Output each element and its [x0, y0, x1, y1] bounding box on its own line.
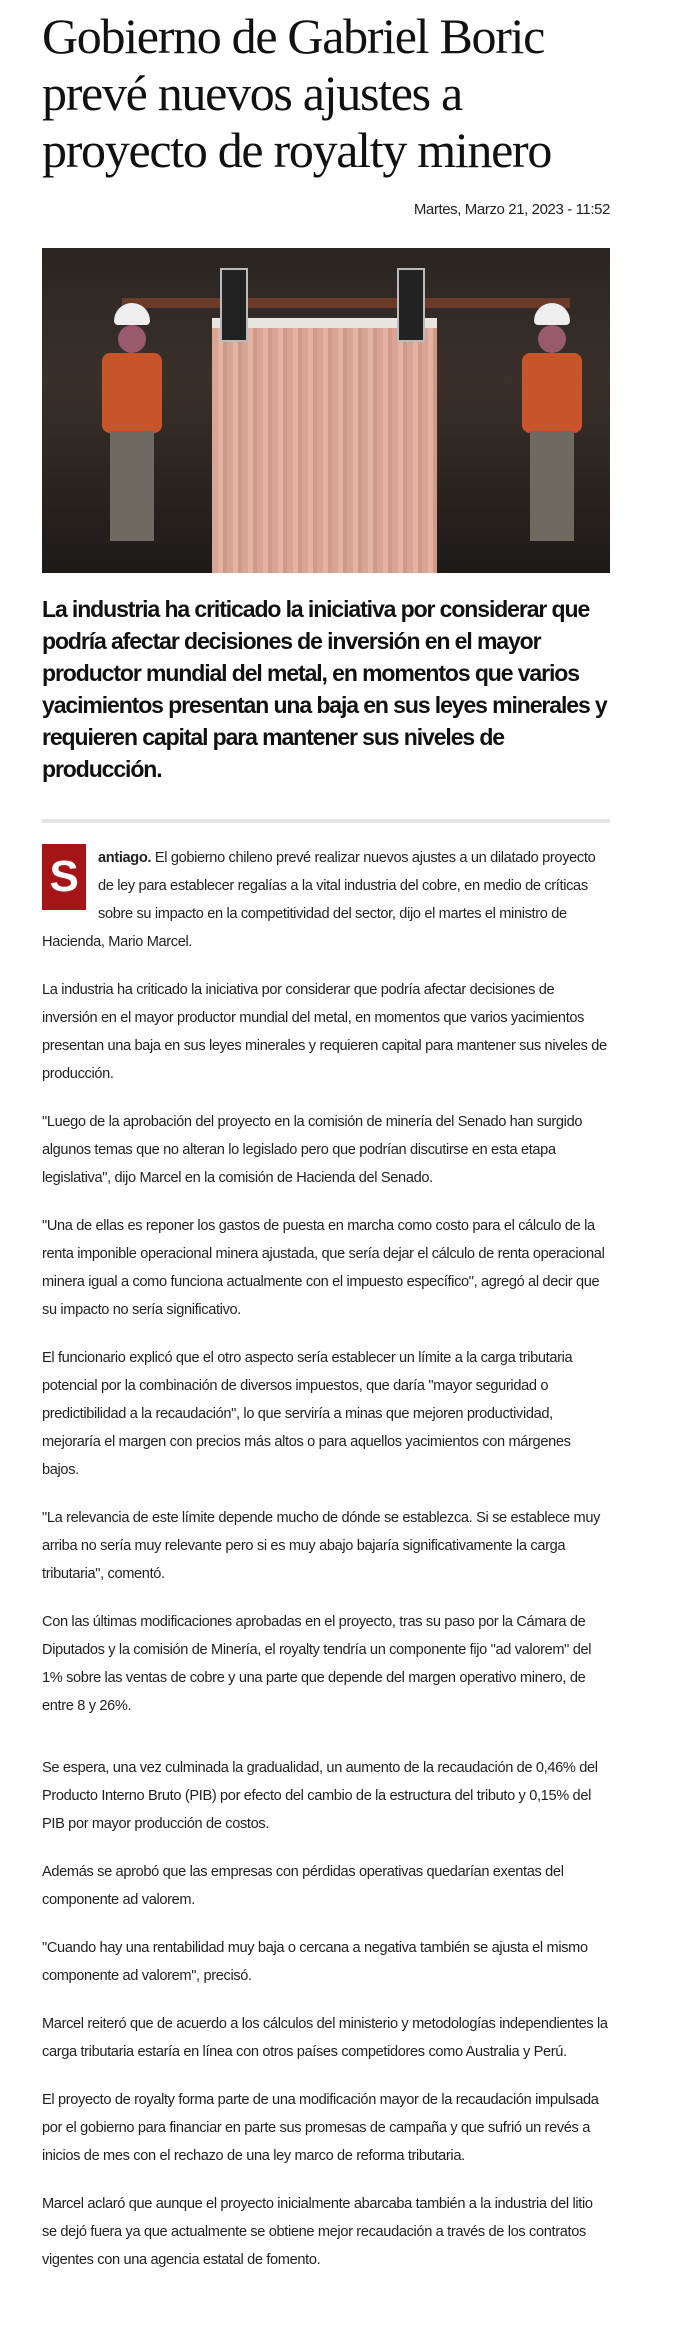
- article-lead: La industria ha criticado la iniciativa por considerar que podría afectar decisiones de inversión en el mayor productor mundial del metal, en momentos que varios yacimientos presentan una baja en sus leyes minerales y requieren capital para mantener sus niveles de producción.: [42, 596, 607, 782]
- article-title: Gobierno de Gabriel Boric prevé nuevos ajustes a proyecto de royalty minero: [42, 8, 552, 178]
- paragraph-text: El gobierno chileno prevé realizar nuevos ajustes a un dilatado proyecto de ley para establecer regalías a la vital industria del cobre, en medio de críticas sobre su impacto en la competitividad del sector, dijo el martes el ministro de Hacienda, Mario Marcel.: [42, 850, 596, 950]
- photo-crane-bar: [122, 298, 570, 308]
- paragraph-first: [42, 844, 610, 956]
- photo-clamp: [220, 268, 248, 342]
- dateline: antiago.: [98, 850, 152, 866]
- paragraph: El funcionario explicó que el otro aspecto sería establecer un límite a la carga tributaria potencial por la combinación de diversos impuestos, que daría "mayor seguridad o predictibilidad a la recaudación", lo que serviría a minas que mejoren productividad, mejoraría el margen con precios más altos o para aquellos yacimientos con márgenes bajos.: [42, 1350, 573, 1478]
- article-date: Martes, Marzo 21, 2023 - 11:52: [413, 201, 610, 218]
- paragraph: "Cuando hay una rentabilidad muy baja o cercana a negativa también se ajusta el mismo componente ad valorem", precisó.: [42, 1940, 588, 1984]
- paragraph: Marcel reiteró que de acuerdo a los cálculos del ministerio y metodologías independientes la carga tributaria estaría en línea con otros países competidores como Australia y Perú.: [42, 2016, 608, 2060]
- paragraph: "Una de ellas es reponer los gastos de puesta en marcha como costo para el cálculo de la renta imponible operacional minera ajustada, que sería dejar el cálculo de renta operacional minera igual a como funciona actualmente con el impuesto específico", agregó al decir que su impacto no sería significativo.: [42, 1218, 605, 1318]
- article: [42, 0, 610, 2294]
- photo-clamp: [397, 268, 425, 342]
- paragraph: La industria ha criticado la iniciativa por considerar que podría afectar decisiones de inversión en el mayor productor mundial del metal, en momentos que varios yacimientos presentan una baja en sus leyes minerales y requieren capital para mantener sus niveles de producción.: [42, 982, 607, 1082]
- paragraph: "La relevancia de este límite depende mucho de dónde se establezca. Si se establece muy arriba no sería muy relevante pero si es muy abajo bajaría significativamente la carga tributaria", comentó.: [42, 1510, 601, 1582]
- photo-worker-left: [102, 303, 162, 543]
- photo-worker-right: [522, 303, 582, 543]
- article-photo: [42, 248, 610, 573]
- paragraph: Con las últimas modificaciones aprobadas en el proyecto, tras su paso por la Cámara de Diputados y la comisión de Minería, el royalty tendría un componente fijo "ad valorem" del 1% sobre las ventas de cobre y una parte que depende del margen operativo minero, de entre 8 y 26%.: [42, 1614, 592, 1714]
- paragraph: El proyecto de royalty forma parte de una modificación mayor de la recaudación impulsada por el gobierno para financiar en parte sus promesas de campaña y que sufrió un revés a inicios de mes con el rechazo de una ley marco de reforma tributaria.: [42, 2092, 599, 2164]
- dropcap: S: [42, 844, 86, 910]
- paragraph: "Luego de la aprobación del proyecto en la comisión de minería del Senado han surgido algunos temas que no alteran lo legislado pero que podrían discutirse en esta etapa legislativa", dijo Marcel en la comisión de Hacienda del Senado.: [42, 1114, 583, 1186]
- photo-copper-cathode: [212, 318, 437, 573]
- paragraph: Marcel aclaró que aunque el proyecto inicialmente abarcaba también a la industria del litio se dejó fuera ya que actualmente se obtiene mejor recaudación a través de los contratos vigentes con una agencia estatal de fomento.: [42, 2196, 593, 2268]
- article-body: [42, 844, 610, 2274]
- paragraph: Se espera, una vez culminada la gradualidad, un aumento de la recaudación de 0,46% del Producto Interno Bruto (PIB) por efecto del cambio de la estructura del tributo y 0,15% del PIB por mayor producción de costos.: [42, 1760, 598, 1832]
- paragraph: Además se aprobó que las empresas con pérdidas operativas quedarían exentas del componente ad valorem.: [42, 1864, 564, 1908]
- divider: [42, 819, 610, 823]
